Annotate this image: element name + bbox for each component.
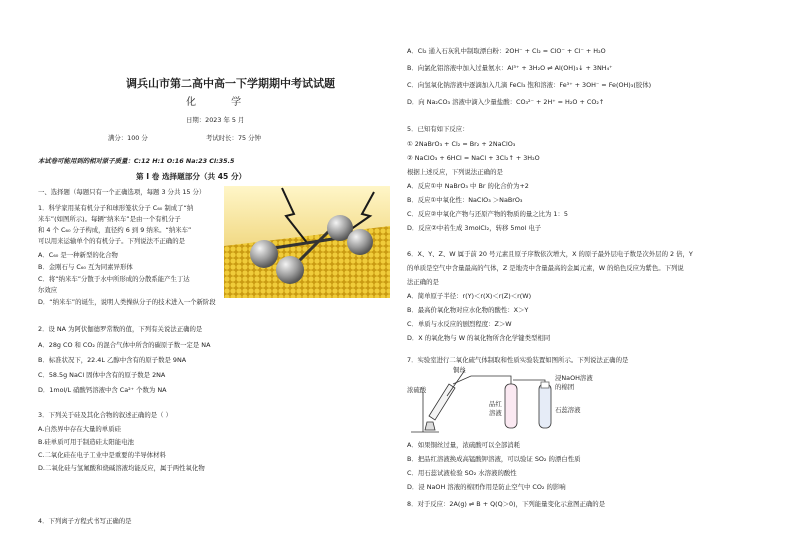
nanocar-illustration	[224, 186, 390, 298]
section-title: 第 I 卷 选择题部分（共 45 分）	[136, 172, 247, 181]
label-copper-wire: 铜丝	[453, 366, 466, 374]
q6-option-c: C．单质与水反应的剧烈程度：Z＞W	[407, 320, 512, 328]
q2-option-b: B．标准状况下，22.4L 乙醇中含有的原子数是 9NA	[38, 356, 187, 364]
q1-option-b: B．金刚石与 C₆₀ 互为同素异形体	[38, 263, 133, 271]
label-magenta: 品红	[489, 400, 502, 408]
exam-title: 调兵山市第二高中高一下学期期中考试试题	[126, 77, 335, 90]
q1-line: 1．科学家用某有机分子和球形笼状分子 C₆₀ 制成了“纳	[38, 204, 194, 212]
q4-option-c: C．向氢氧化钠溶液中逐滴加入几滴 FeCl₃ 饱和溶液：Fe³⁺ + 3OH⁻ = Fe(OH)₃(胶体)	[407, 81, 652, 89]
q1-option-a: A．C₆₀ 是一种新型的化合物	[38, 251, 118, 259]
q3-stem: 3．下列关于硅及其化合物的叙述正确的是（ ）	[38, 411, 172, 419]
q5-reaction-2: ② NaClO₃ + 6HCl = NaCl + 3Cl₂↑ + 3H₂O	[407, 154, 540, 162]
label-litmus: 石蕊溶液	[555, 406, 581, 414]
q3-option-d: D.二氧化硅与氢氟酸和烧碱溶液均能反应，属于两性氧化物	[38, 464, 205, 472]
q7-option-a: A．如果铜丝过量，浓硫酸可以全部消耗	[407, 441, 521, 449]
q4-option-b: B．向氯化铝溶液中加入过量氨水：Al³⁺ + 3H₂O ⇌ Al(OH)₃↓ + 3NH₄⁺	[407, 64, 613, 72]
right-column	[397, 0, 794, 560]
q8-stem: 8．对于反应：2A(g) ⇌ B + Q(Q＞0)，下列能量变化示意图正确的是	[407, 500, 606, 508]
q5-stem: 5．已知有如下反应：	[407, 125, 469, 133]
q6-option-b: B．最高价氧化物对应水化物的酸性：X＞Y	[407, 306, 529, 314]
atomic-masses: 本试卷可能用到的相对原子质量：C:12 H:1 O:16 Na:23 Cl:35.5	[38, 157, 235, 165]
q5-reaction-1: ① 2NaBrO₃ + Cl₂ = Br₂ + 2NaClO₃	[407, 140, 516, 148]
q3-option-a: A.自然界中存在大量的单质硅	[38, 425, 121, 433]
q5-option-b: B．反应①中氧化性：NaClO₃ ＞NaBrO₃	[407, 196, 523, 204]
q7-option-b: B．把品红溶液换成高锰酸钾溶液，可以验证 SO₂ 的漂白性质	[407, 455, 581, 463]
full-score: 满分：100 分	[108, 134, 148, 142]
q1-line: 和 4 个 C₆₀ 分子构成，直径约 6 到 9 纳米。“纳米车”	[38, 226, 192, 234]
q1-option-c: C．将“纳米车”分散于水中所形成的分散系能产生丁达	[38, 275, 190, 283]
q3-option-c: C.二氧化硅在电子工业中是重要的半导体材料	[38, 451, 166, 459]
q2-option-d: D．1mol/L 硝酸钙溶液中含 Ca²⁺ 个数为 NA	[38, 386, 167, 394]
q4-option-d: D．向 Na₂CO₃ 溶液中滴入少量盐酸：CO₃²⁻ + 2H⁺ = H₂O + CO₂↑	[407, 98, 605, 106]
exam-date: 日期：2023 年 5 月	[186, 116, 245, 124]
q3-option-b: B.硅单质可用于制造硅太阳能电池	[38, 438, 134, 446]
q7-option-c: C．用石蕊试液检验 SO₂ 水溶液的酸性	[407, 469, 517, 477]
q7-stem: 7．实验室进行二氧化硫气体制取和性质实验装置如图所示。下列说法正确的是	[407, 356, 629, 364]
q5-option-d: D．反应②中若生成 3molCl₂，转移 5mol 电子	[407, 224, 542, 232]
q4-option-a: A．Cl₂ 通入石灰乳中制取漂白粉：2OH⁻ + Cl₂ = ClO⁻ + Cl⁻ + H₂O	[407, 47, 606, 55]
q6-option-a: A．简单原子半径：r(Y)＜r(X)＜r(Z)＜r(W)	[407, 292, 532, 300]
q1-option-d: D．“纳米车”的诞生，说明人类操纵分子的技术进入一个新阶段	[38, 298, 216, 306]
q6-line: 的单质是空气中含量最高的气体，Z 是地壳中含量最高的金属元素，W 的焰色反应为紫色。下列说	[407, 264, 684, 272]
q5-option-c: C．反应②中氧化产物与还原产物的物质的量之比为 1：5	[407, 210, 568, 218]
q4-stem: 4．下列离子方程式书写正确的是	[38, 517, 132, 525]
q2-stem: 2．设 NA 为阿伏伽德罗常数的值，下列有关说法正确的是	[38, 325, 203, 333]
q6-option-d: D．X 的氧化物与 W 的氧化物所含化学键类型相同	[407, 334, 551, 342]
subject-title: 化 学	[186, 97, 258, 108]
part-one-heading: 一、选择题（每题只有一个正确选项，每题 3 分共 15 分）	[38, 188, 206, 196]
q5-option-a: A．反应①中 NaBrO₃ 中 Br 的化合价为+2	[407, 182, 529, 190]
q6-line: 法正确的是	[407, 278, 439, 286]
label-naoh: 浸NaOH溶液	[555, 374, 593, 382]
q1-option-c-cont: 尔效应	[38, 286, 58, 294]
label-conc-sulfuric: 浓硫酸	[407, 386, 427, 394]
label-cotton: 的棉团	[555, 383, 575, 391]
q2-option-c: C．58.5g NaCl 固体中含有的原子数是 2NA	[38, 371, 166, 379]
so2-apparatus-diagram	[407, 366, 593, 438]
exam-duration: 考试时长：75 分钟	[206, 134, 261, 142]
q7-option-d: D．浸 NaOH 溶液的棉团作用是防止空气中 CO₂ 的影响	[407, 483, 566, 491]
q5-prompt: 根据上述反应，下列说法正确的是	[407, 168, 503, 176]
q1-line: 可以用来运输单个的有机分子。下列说法不正确的是	[38, 237, 185, 245]
q6-line: 6．X、Y、Z、W 属于前 20 号元素且原子序数依次增大，X 的原子最外层电子数是次外层的 2 倍，Y	[407, 250, 693, 258]
label-magenta-solution: 溶液	[489, 409, 502, 417]
q2-option-a: A．28g CO 和 CO₂ 的混合气体中所含的碳原子数一定是 NA	[38, 341, 211, 349]
q1-line: 米车”(如图所示)。每辆“纳米车”是由一个有机分子	[38, 215, 181, 223]
